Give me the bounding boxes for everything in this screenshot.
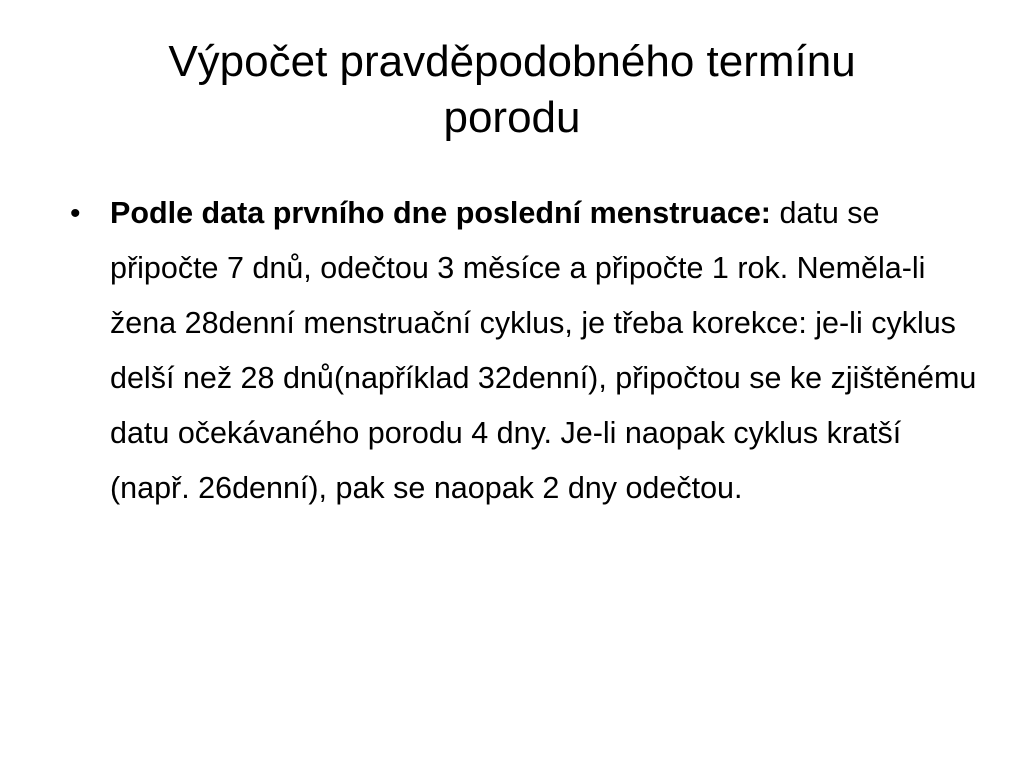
bullet-text: datu se připočte 7 dnů, odečtou 3 měsíce a připočte 1 rok. Neměla-li žena 28denní menstruační cyklus, je třeba korekce: je-li cyklus delší než 28 dnů(například 32denní), připočtou se ke zjištěnému datu očekávaného porodu 4 dny. Je-li naopak cyklus kratší (např. 26denní), pak se naopak 2 dny odečtou. [110, 196, 977, 505]
slide-title-line-2: porodu [443, 93, 581, 142]
bullet-item [70, 186, 980, 516]
bullet-list [70, 186, 980, 516]
slide-title-line-1: Výpočet pravděpodobného termínu [168, 37, 856, 86]
bullet-icon: • [70, 197, 81, 230]
slide-title [60, 34, 964, 146]
bullet-lead: Podle data prvního dne poslední menstruace: [110, 196, 771, 230]
